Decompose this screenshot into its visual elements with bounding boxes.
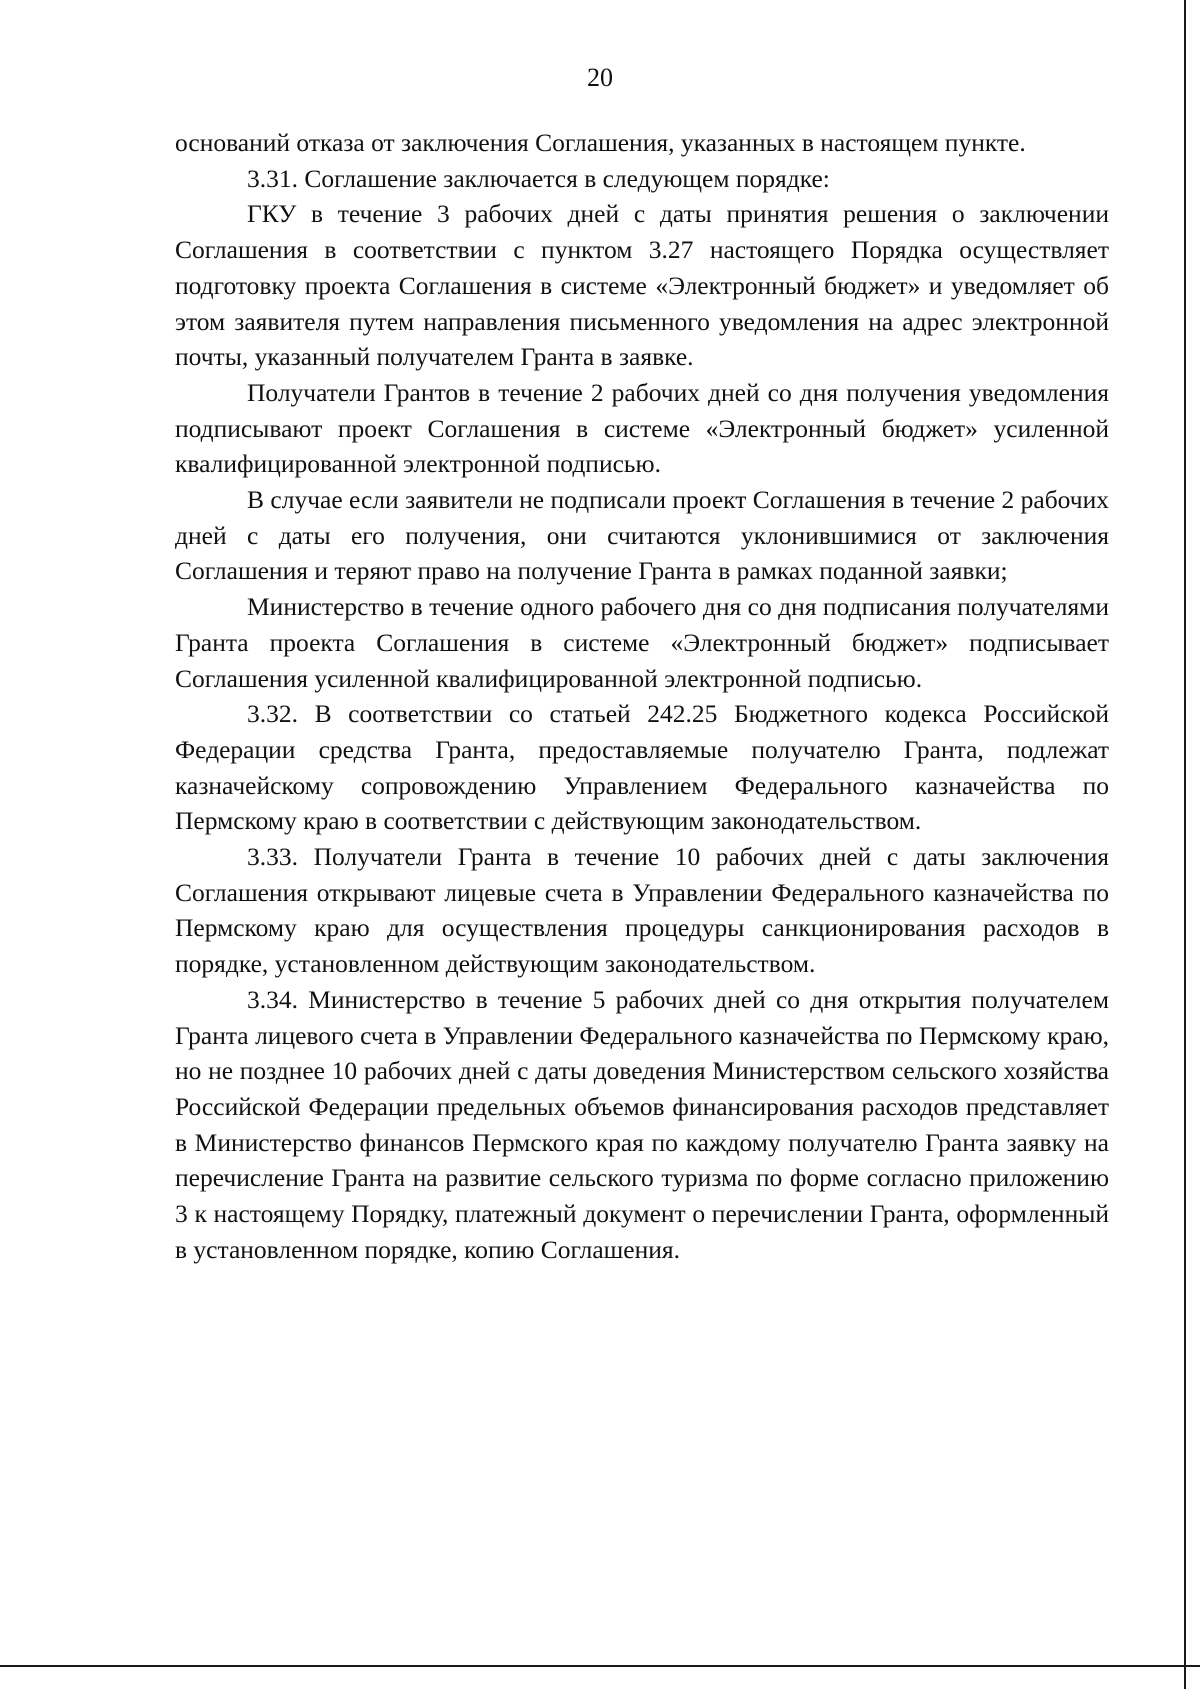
paragraph-3-32: 3.32. В соответствии со статьей 242.25 Бюджетного кодекса Российской Федерации средства Гранта, предоставляемые получателю Гранта, подлежат казначейскому сопровождению Управлением Федерального казначейства по Пермскому краю в соответствии с действующим законодательством. bbox=[175, 699, 1109, 836]
scan-edge-bottom bbox=[0, 1665, 1200, 1667]
scan-edge-right bbox=[1184, 0, 1186, 1689]
page-number: 20 bbox=[587, 63, 613, 92]
paragraph-3-31: 3.31. Соглашение заключается в следующем порядке: bbox=[247, 163, 830, 193]
paragraph-3-33: 3.33. Получатели Гранта в течение 10 рабочих дней с даты заключения Соглашения открывают лицевые счета в Управлении Федерального казначейства по Пермскому краю для осуществления процедуры санкционирования расходов в порядке, установленном действующим законодательством. bbox=[175, 842, 1109, 979]
paragraph-ministry-sign: Министерство в течение одного рабочего дня со дня подписания получателями Гранта проекта Соглашения в системе «Электронный бюджет» подписывает Соглашения усиленной квалифицированной электронной подписью. bbox=[175, 592, 1109, 693]
paragraph-recipients-sign: Получатели Грантов в течение 2 рабочих дней со дня получения уведомления подписывают проект Соглашения в системе «Электронный бюджет» усиленной квалифицированной электронной подписью. bbox=[175, 377, 1109, 479]
paragraph-continuation: оснований отказа от заключения Соглашения, указанных в настоящем пункте. bbox=[175, 128, 1026, 157]
paragraph-3-34: 3.34. Министерство в течение 5 рабочих дней со дня открытия получателем Гранта лицевого счета в Управлении Федерального казначейства по Пермскому краю, но не позднее 10 рабочих дней с даты доведения Министерством сельского хозяйства Российской Федерации предельных объемов финансирования расходов представляет в Министерство финансов Пермского края по каждому получателю Гранта заявку на перечисление Гранта на развитие сельского туризма по форме согласно приложению 3 к настоящему Порядку, платежный документ о перечислении Гранта, оформленный в установленном порядке, копию Соглашения. bbox=[175, 984, 1109, 1264]
document-body bbox=[175, 125, 1109, 1268]
paragraph-gku-preparation: ГКУ в течение 3 рабочих дней с даты принятия решения о заключении Соглашения в соответствии с пунктом 3.27 настоящего Порядка осуществляет подготовку проекта Соглашения в системе «Электронный бюджет» и уведомляет об этом заявителя путем направления письменного уведомления на адрес электронной почты, указанный получателем Гранта в заявке. bbox=[175, 199, 1109, 372]
paragraph-evasion: В случае если заявители не подписали проект Соглашения в течение 2 рабочих дней с даты его получения, они считаются уклонившимися от заключения Соглашения и теряют право на получение Гранта в рамках поданной заявки; bbox=[175, 485, 1109, 586]
